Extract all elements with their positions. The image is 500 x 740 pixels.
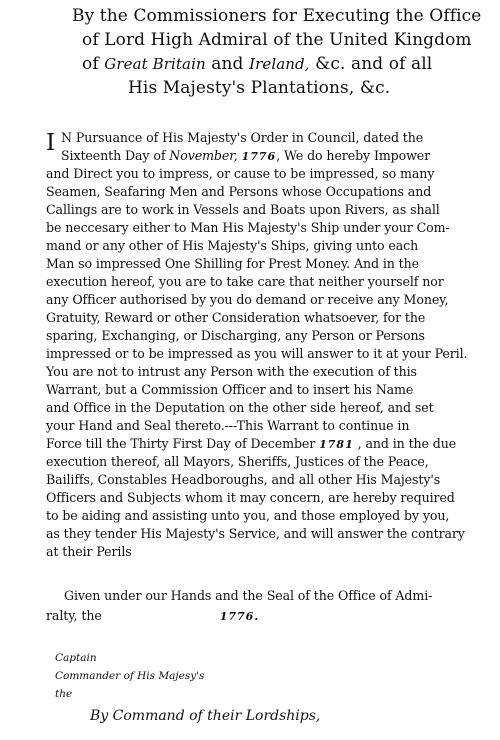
date-month: November, xyxy=(169,148,238,163)
given-prefix: ralty, the xyxy=(46,608,102,623)
force-suffix: , and in the due xyxy=(357,436,457,451)
heading-line-2: of Lord High Admiral of the United Kingdom xyxy=(82,30,472,50)
by-command-line: By Command of their Lordships, xyxy=(90,708,321,724)
heading-line-4: His Majesty's Plantations, &c. xyxy=(128,78,391,98)
body-line: Officers and Subjects whom it may concern, are hereby required xyxy=(46,490,455,505)
drop-cap: I xyxy=(46,130,56,156)
heading-suffix: &c. and of all xyxy=(315,54,433,74)
body-line: sparing, Exchanging, or Discharging, any Person or Persons xyxy=(46,328,425,343)
body-line: Bailiffs, Constables Headboroughs, and all other His Majesty's xyxy=(46,472,441,487)
heading-and: and xyxy=(211,54,244,74)
heading-line-3 xyxy=(82,54,432,74)
signature-commander: Commander of His Majesy's xyxy=(55,670,205,682)
signature-ship: the xyxy=(55,688,73,700)
body-line: Gratuity, Reward or other Consideration whatsoever, for the xyxy=(46,310,426,325)
date-prefix: Sixteenth Day of xyxy=(61,148,166,163)
body-line xyxy=(46,436,456,451)
force-prefix: Force till the Thirty First Day of December xyxy=(46,436,316,451)
body-line: Man so impressed One Shilling for Prest Money. And in the xyxy=(46,256,419,271)
body-line: at their Perils xyxy=(46,544,132,559)
body-line: Seamen, Seafaring Men and Persons whose Occupations and xyxy=(46,184,432,199)
date-year: 1776 xyxy=(241,150,277,163)
given-line-1: Given under our Hands and the Seal of the Office of Admi- xyxy=(64,588,433,603)
body-line: You are not to intrust any Person with the execution of this xyxy=(46,364,417,379)
body-line: execution thereof, all Mayors, Sheriffs, Justices of the Peace, xyxy=(46,454,429,469)
heading-ireland: Ireland, xyxy=(249,55,310,73)
given-year: 1776. xyxy=(219,610,260,623)
body-line: execution hereof, you are to take care that neither yourself nor xyxy=(46,274,444,289)
signature-captain: Captain xyxy=(55,652,97,664)
force-year: 1781 xyxy=(319,438,354,451)
body-line: impressed or to be impressed as you will answer to it at your Peril. xyxy=(46,346,468,361)
heading-of: of xyxy=(82,54,99,74)
given-line-2 xyxy=(46,608,259,623)
body-line: and Direct you to impress, or cause to be impressed, so many xyxy=(46,166,435,181)
body-line: any Officer authorised by you do demand or receive any Money, xyxy=(46,292,449,307)
body-line: as they tender His Majesty's Service, and will answer the contrary xyxy=(46,526,465,541)
body-line: your Hand and Seal thereto.---This Warrant to continue in xyxy=(46,418,410,433)
heading-line-1: By the Commissioners for Executing the Office xyxy=(72,6,482,26)
body-line: Callings are to work in Vessels and Boats upon Rivers, as shall xyxy=(46,202,440,217)
body-line: mand or any other of His Majesty's Ships, giving unto each xyxy=(46,238,419,253)
body-line: Warrant, but a Commission Officer and to insert his Name xyxy=(46,382,414,397)
body-line xyxy=(61,148,430,163)
heading-great-britain: Great Britain xyxy=(104,55,206,73)
date-suffix: , We do hereby Impower xyxy=(276,148,431,163)
body-line: and Office in the Deputation on the other side hereof, and set xyxy=(46,400,434,415)
body-line: be neccesary either to Man His Majesty's Ship under your Com- xyxy=(46,220,450,235)
body-line: to be aiding and assisting unto you, and those employed by you, xyxy=(46,508,450,523)
body-line: N Pursuance of His Majesty's Order in Council, dated the xyxy=(61,130,424,145)
